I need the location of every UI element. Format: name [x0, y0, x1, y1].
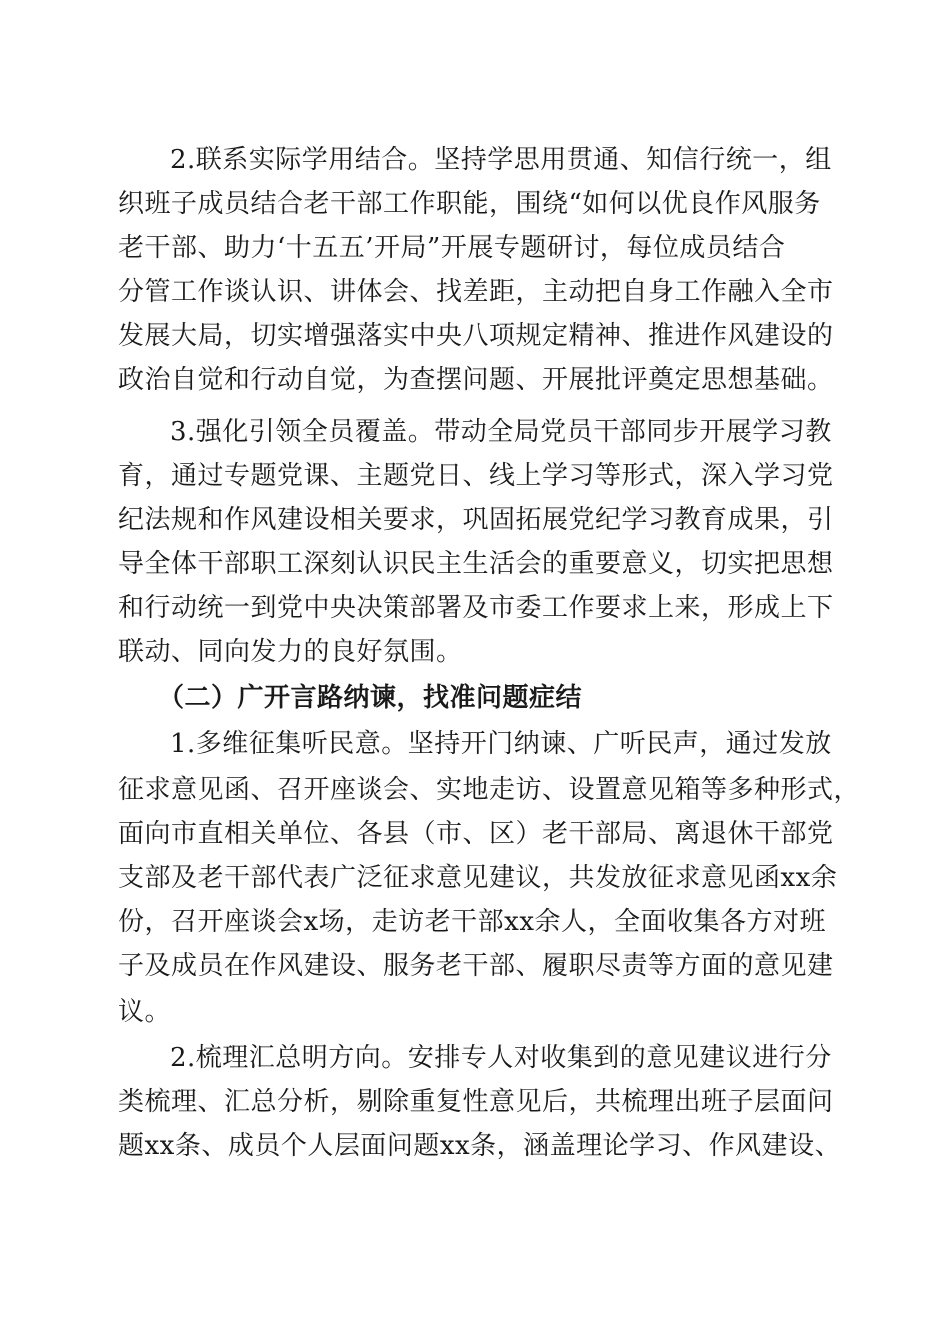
section-heading: （二）广开言路纳谏，找准问题症结 — [158, 683, 583, 713]
paragraph-2-line-2: 织班子成员结合老干部工作职能，围绕“如何以优良作风服务 — [118, 189, 821, 219]
paragraph-5-line-3: 题xx条、成员个人层面问题xx条，涵盖理论学习、作风建设、 — [118, 1131, 842, 1161]
paragraph-4-line-3: 面向市直相关单位、各县（市、区）老干部局、离退休干部党 — [118, 819, 834, 849]
paragraph-2-line-3: 老干部、助力‘十五五’开局”开展专题研讨，每位成员结合 — [118, 233, 786, 263]
paragraph-4-line-2: 征求意见函、召开座谈会、实地走访、设置意见箱等多种形式， — [118, 775, 861, 805]
paragraph-4-line-5: 份，召开座谈会x场，走访老干部xx余人，全面收集各方对班 — [118, 907, 826, 937]
paragraph-5-line-1: 2.梳理汇总明方向。安排专人对收集到的意见建议进行分 — [170, 1043, 832, 1073]
paragraph-3-line-3: 纪法规和作风建设相关要求，巩固拓展党纪学习教育成果，引 — [118, 505, 834, 535]
paragraph-2-line-1: 2.联系实际学用结合。坚持学思用贯通、知信行统一，组 — [170, 145, 832, 175]
paragraph-2-line-4: 分管工作谈认识、讲体会、找差距，主动把自身工作融入全市 — [118, 277, 834, 307]
paragraph-5-line-2: 类梳理、汇总分析，剔除重复性意见后，共梳理出班子层面问 — [118, 1087, 834, 1117]
paragraph-4-line-1: 1.多维征集听民意。坚持开门纳谏、广听民声，通过发放 — [170, 729, 832, 759]
paragraph-3-line-2: 育，通过专题党课、主题党日、线上学习等形式，深入学习党 — [118, 461, 834, 491]
paragraph-3-line-4: 导全体干部职工深刻认识民主生活会的重要意义，切实把思想 — [118, 549, 834, 579]
paragraph-3-line-1: 3.强化引领全员覆盖。带动全局党员干部同步开展学习教 — [170, 417, 832, 447]
paragraph-3-line-5: 和行动统一到党中央决策部署及市委工作要求上来，形成上下 — [118, 593, 834, 623]
paragraph-2-line-6: 政治自觉和行动自觉，为查摆问题、开展批评奠定思想基础。 — [118, 365, 834, 395]
paragraph-4-line-7: 议。 — [118, 997, 172, 1027]
paragraph-3-line-6: 联动、同向发力的良好氛围。 — [118, 637, 463, 667]
paragraph-2-line-5: 发展大局，切实增强落实中央八项规定精神、推进作风建设的 — [118, 321, 834, 351]
paragraph-4-line-4: 支部及老干部代表广泛征求意见建议，共发放征求意见函xx余 — [118, 863, 838, 893]
paragraph-4-line-6: 子及成员在作风建设、服务老干部、履职尽责等方面的意见建 — [118, 951, 834, 981]
